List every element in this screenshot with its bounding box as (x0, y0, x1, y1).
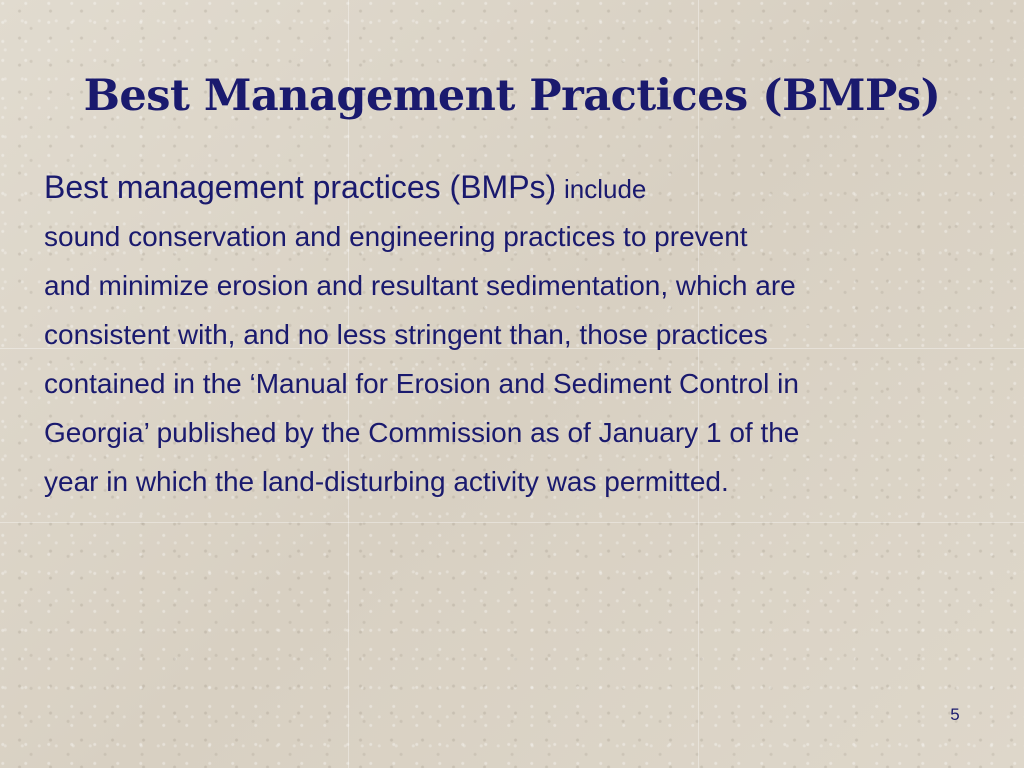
body-line-3: and minimize erosion and resultant sedimentation, which are (44, 270, 796, 301)
body-line-5: contained in the ‘Manual for Erosion and Sediment Control in (44, 368, 799, 399)
slide-body (44, 163, 992, 506)
body-lead-phrase: Best management practices (BMPs) (44, 169, 557, 205)
body-line-1 (44, 163, 992, 212)
body-line-7: year in which the land-disturbing activity was permitted. (44, 466, 729, 497)
page-number: 5 (950, 705, 960, 724)
body-line-2: sound conservation and engineering practices to prevent (44, 221, 748, 252)
background-tile-seam (0, 522, 1024, 523)
slide-title: Best Management Practices (BMPs) (83, 71, 941, 121)
body-line-6: Georgia’ published by the Commission as of January 1 of the (44, 417, 800, 448)
body-lead-word: include (563, 174, 647, 204)
body-line-4: consistent with, and no less stringent than, those practices (44, 319, 768, 350)
